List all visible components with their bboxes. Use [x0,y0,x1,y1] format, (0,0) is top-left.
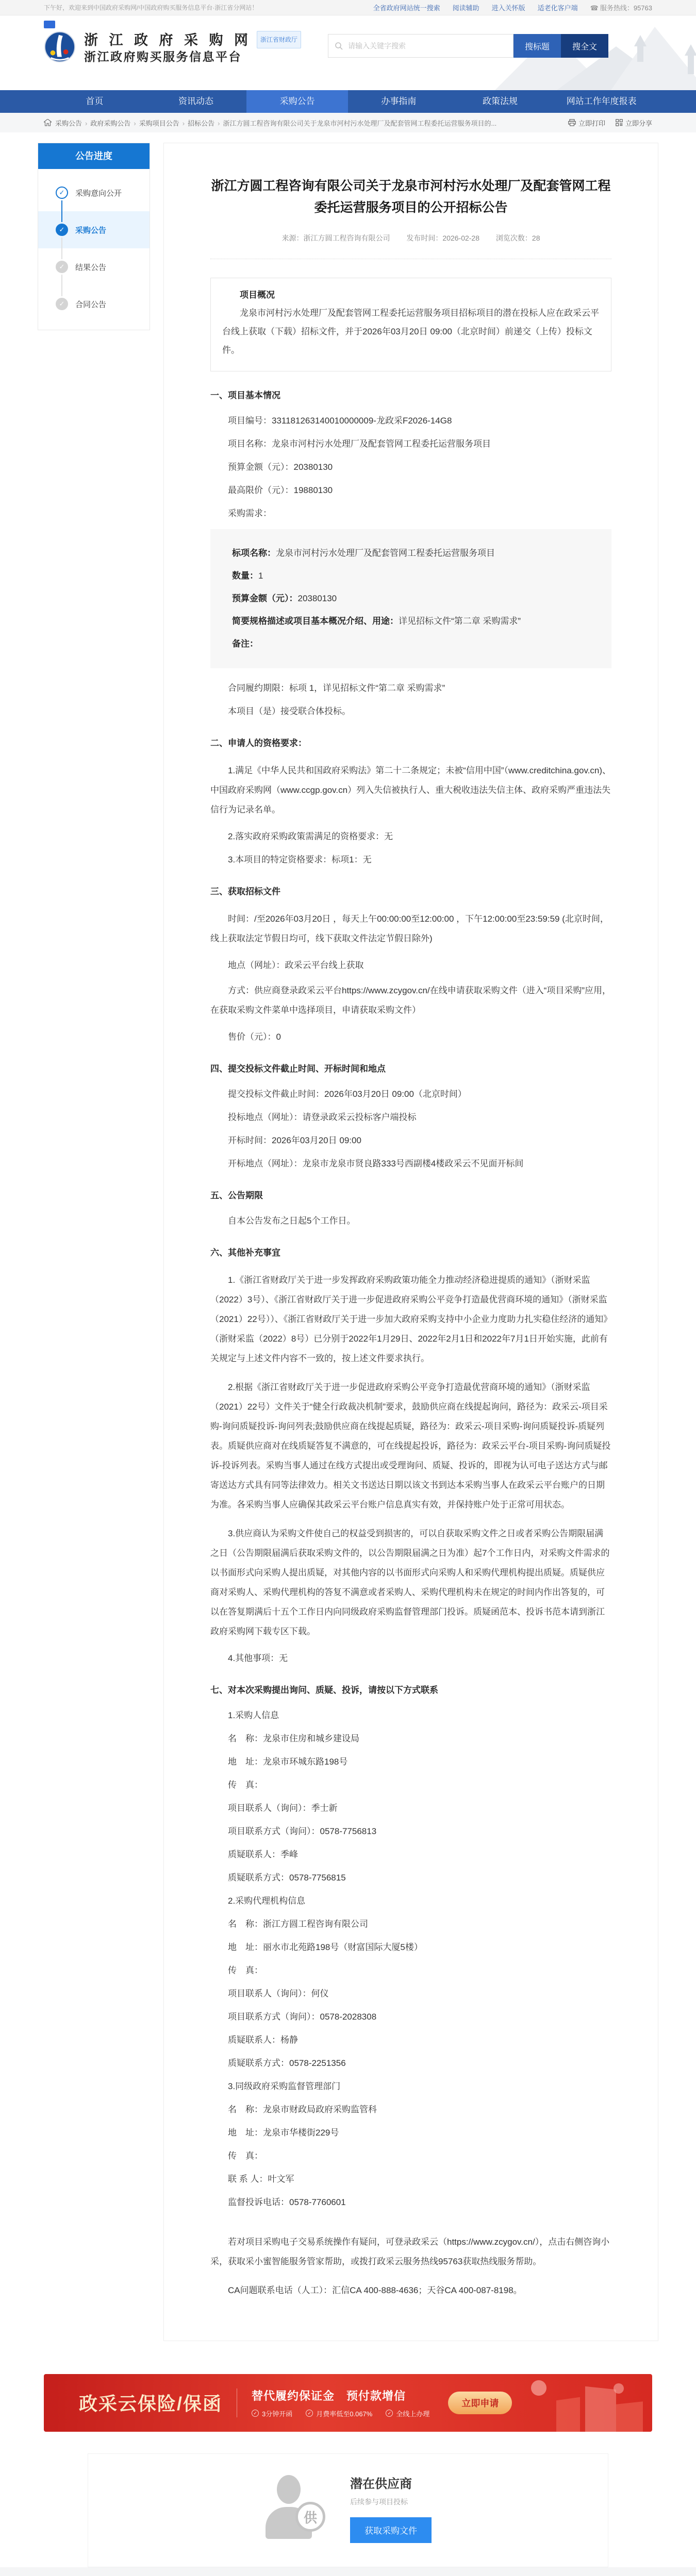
lot-info-line: 简要规格描述或项目基本概况介绍、用途：详见招标文件“第二章 采购需求” [232,616,521,626]
nav-item-4[interactable]: 办事指南 [381,96,417,106]
progress-step-采购意向公开[interactable] [38,174,150,211]
body-line: 售价（元）：0 [228,1031,281,1042]
body-line: 提交投标文件截止时间：2026年03月20日 09:00（北京时间） [228,1089,467,1099]
breadcrumb-item[interactable]: 采购公告 [55,119,82,127]
body-line: 地点（网址）：政采云平台线上获取 [228,960,364,970]
body-line: 传 真： [228,2150,263,2161]
body-paragraph: 2.根据《浙江省财政厅关于进一步促进政府采购公平竞争打造最优营商环境的通知》（浙财采监（2021）22号）文件关于“健全行政裁决机制”要求，鼓励供应商在线提起询问，路径为：政采云-项目采购-询问质疑投诉-询问列表;鼓励供应商在线提起质疑，路径为：政采云-项目采购-询问质疑投诉-质疑列表。质疑供应商对在线质疑答复不满意的，可在线提起投诉，路径为：政采云平台-项目采购-询问质疑投诉-投诉列表。采购当事人通过在线方式提出或受理询问、质疑、投诉的，即视为认可电子送达方式与邮寄送达方式具有同等法律效力。相关文书送达日期以该文书到达本采购当事人在政采云平台账户的日期为准。各采购当事人应确保其政采云平台账户信息真实有效，并保持账户处于正常可用状态。 [210,1382,611,1510]
lot-info-line: 备注： [232,638,258,649]
site-subtitle: 浙江政府购买服务信息平台 [84,50,242,63]
phone-icon: ☎ [590,4,599,12]
breadcrumb-separator: › [85,119,88,127]
main-nav [0,90,696,113]
check-icon: ✓ [56,298,68,310]
overview-body: 龙泉市河村污水处理厂及配套管网工程委托运营服务项目招标项目的潜在投标人应在政采云平台线上获取（下载）招标文件，并于2026年03月20日 09:00（北京时间）前递交（上传）投标文件。 [222,308,599,355]
lot-info-line: 预算金额（元）：20380130 [232,593,337,603]
lot-info-line: 标项名称：龙泉市河村污水处理厂及配套管网工程委托运营服务项目 [232,548,495,558]
lot-info-line: 数量：1 [232,570,263,581]
printer-icon [568,119,576,126]
progress-step-结果公告[interactable] [38,248,150,285]
nav-item-6[interactable]: 网站工作年度报表 [566,96,637,106]
body-line: 项目编号：331181263140010000009-龙政采F2026-14G8 [228,415,452,426]
home-icon[interactable] [44,119,52,126]
body-line: 监督投诉电话：0578-7760601 [228,2197,346,2207]
topbar-link[interactable]: 全省政府网站统一搜索 [373,4,440,12]
body-line: 项目联系人（询问）：何仪 [228,1988,329,1998]
progress-step-label: 采购意向公开 [75,189,122,198]
body-paragraph: 1.《浙江省财政厅关于进一步发挥政府采购政策功能全力推动经济稳进提质的通知》（浙财采监（2022）3号）、《浙江省财政厅关于进一步促进政府采购公平竞争打造最优营商环境的通知》（浙财采监（2021）22号））、《浙江省财政厅关于进一步加大政府采购支持中小企业力度助力扎实稳住经济的通知》（浙财采监（2022）8号）已分别于2022年1月29日、2022年2月1日和2022年7月1日开始实施，此前有关规定与上述文件内容不一致的，按上述文件要求执行。 [210,1275,608,1363]
search-title-button[interactable]: 搜标题 [513,34,561,58]
body-line: 自本公告发布之日起5个工作日。 [228,1215,356,1226]
progress-step-label: 采购公告 [75,226,107,235]
breadcrumb-item: 浙江方圆工程咨询有限公司关于龙泉市河村污水处理厂及配套管网工程委托运营服务项目的... [223,119,497,127]
body-line: 质疑联系人：季峰 [228,1849,298,1859]
site-logo[interactable] [44,31,301,65]
potential-supplier-card [88,2453,608,2567]
body-line: 3.本项目的特定资格要求：标项1：无 [228,854,372,865]
breadcrumb-bar [0,113,696,132]
progress-step-label: 结果公告 [75,263,107,272]
corner-mark [44,21,55,28]
supplier-subtitle: 后续参与项目投标 [350,2497,408,2506]
topbar-link[interactable]: 适老化客户端 [537,4,578,12]
search-input[interactable] [347,41,507,50]
breadcrumb-item[interactable]: 采购项目公告 [139,119,179,127]
supplier-avatar-icon [264,2475,325,2541]
body-paragraph: CA问题联系电话（人工）：汇信CA 400-888-4636；天谷CA 400-087-8198。 [228,2285,522,2295]
article-meta [210,233,611,243]
check-icon: ✓ [56,224,68,236]
feature-check-icon: ✓ [252,2410,259,2417]
breadcrumb [55,118,496,128]
overview-title: 项目概况 [240,290,275,300]
body-line: 地 址：龙泉市华楼街229号 [228,2127,339,2138]
breadcrumb-item[interactable]: 政府采购公告 [90,119,131,127]
section-heading: 四、提交投标文件截止时间、开标时间和地点 [210,1063,386,1074]
supplier-title: 潜在供应商 [350,2477,412,2491]
check-icon: ✓ [56,261,68,273]
banner-feature [306,2409,372,2418]
body-line: 地 址：龙泉市环城东路198号 [228,1756,348,1767]
feature-text: 3分钟开函 [262,2410,293,2418]
supplier-badge: 供 [295,2502,325,2532]
body-line: 采购需求： [228,508,272,518]
nav-item-3[interactable]: 采购公告 [246,90,348,113]
topbar-link[interactable]: 阅读辅助 [452,4,479,12]
progress-step-合同公告[interactable] [38,285,150,323]
service-hotline: ☎ 服务热线：95763 [590,4,652,12]
body-line: 传 真： [228,1780,263,1790]
section-heading: 二、申请人的资格要求： [210,738,307,748]
banner-title: 政采云保险/保函 [79,2393,223,2415]
body-line: 质疑联系人：杨静 [228,2035,298,2045]
top-utility-bar [0,0,696,15]
topbar-link[interactable]: 进入关怀版 [491,4,525,12]
body-line: 投标地点（网址）：请登录政采云投标客户端投标 [228,1112,417,1122]
progress-step-采购公告[interactable] [38,211,150,248]
body-line: 传 真： [228,1965,263,1975]
body-paragraph: 1.满足《中华人民共和国政府采购法》第二十二条规定；未被“信用中国”（www.creditchina.gov.cn)、中国政府采购网（www.ccgp.gov.cn）列入失信被执行人、重大税收违法失信主体、政府采购严重违法失信行为记录名单。 [210,765,611,815]
nav-item-2[interactable]: 资讯动态 [178,96,213,106]
body-line: 联 系 人：叶文军 [228,2174,294,2184]
announcement-article [163,143,658,2341]
body-line: 质疑联系方式：0578-7756815 [228,1872,346,1883]
search-fulltext-button[interactable]: 搜全文 [561,34,608,58]
body-line: 开标时间：2026年03月20日 09:00 [228,1135,361,1145]
finance-dept-badge: 浙江省财政厅 [257,31,301,48]
feature-text: 月费率低至0.067% [316,2410,373,2418]
banner-feature [252,2409,292,2418]
body-line: 项目联系人（询问）：季士新 [228,1803,338,1813]
view-count: 浏览次数：28 [495,233,540,242]
section-heading: 七、对本次采购提出询问、质疑、投诉，请按以下方式联系 [210,1685,438,1695]
bottom-strip [0,2567,696,2576]
content-zone [0,132,696,2576]
nav-item-1[interactable]: 首页 [86,96,104,106]
breadcrumb-separator: › [182,119,185,127]
article-source: 来源：浙江方圆工程咨询有限公司 [281,233,390,242]
apply-now-button[interactable]: 立即申请 [448,2392,512,2414]
logo-emblem-icon [44,31,76,63]
banner-feature [386,2409,429,2418]
spacer [210,2218,611,2232]
print-action[interactable]: 立即打印 [568,118,605,128]
body-line: 项目联系方式（询问）：0578-7756813 [228,1826,377,1836]
share-action[interactable]: 立即分享 [616,118,652,128]
body-paragraph: 时间：/至2026年03月20日 ，每天上午00:00:00至12:00:00 ，下午12:00:00至23:59:59 (北京时间，线上获取法定节假日均可，线下获取文件法定节假日除外) [210,913,609,943]
banner-buildings-decoration [518,2374,652,2432]
progress-step-label: 合同公告 [75,300,107,309]
body-line: 名 称：龙泉市住房和城乡建设局 [228,1733,359,1743]
body-line: 2.采购代理机构信息 [228,1895,306,1906]
site-title: 浙 江 政 府 采 购 网 浙江省财政厅 [84,31,301,48]
welcome-text: 下午好，欢迎来到中国政府采购网/中国政府购买服务信息平台·浙江省分网站！ [44,4,258,11]
search-icon [335,42,343,50]
site-header [0,15,696,90]
nav-item-5[interactable]: 政策法规 [483,96,518,106]
feature-check-icon: ✓ [386,2410,393,2417]
feature-text: 全线上办理 [396,2410,430,2418]
feature-check-icon: ✓ [306,2410,313,2417]
project-overview-box [210,278,611,371]
section-heading: 一、项目基本情况 [210,390,280,400]
body-line: 1.采购人信息 [228,1710,279,1720]
section-heading: 六、其他补充事宜 [210,1247,280,1258]
body-paragraph: 若对项目采购电子交易系统操作有疑问，可登录政采云（https://www.zcygov.cn/），点击右侧咨询小采，获取采小蜜智能服务管家帮助，或拨打政采云服务热线95763获取热线服务帮助。 [210,2236,610,2266]
body-line: 2.落实政府采购政策需满足的资格要求：无 [228,831,393,841]
body-line: 最高限价（元）：19880130 [228,485,333,495]
body-line: 3.同级政府采购监督管理部门 [228,2081,341,2091]
breadcrumb-separator: › [218,119,220,127]
breadcrumb-separator: › [134,119,136,127]
publish-time: 发布时间：2026-02-28 [406,233,480,242]
body-line: 本项目（是）接受联合体投标。 [228,706,351,716]
body-line: 项目名称：龙泉市河村污水处理厂及配套管网工程委托运营服务项目 [228,438,491,449]
section-heading: 五、公告期限 [210,1190,263,1200]
body-line: 预算金额（元）：20380130 [228,462,333,472]
body-line: 名 称：龙泉市财政局政府采购监管科 [228,2104,377,2114]
body-paragraph: 方式：供应商登录政采云平台https://www.zcygov.cn/在线申请获取采购文件（进入“项目采购”应用，在获取采购文件菜单中选择项目，申请获取采购文件） [210,985,611,1015]
progress-panel-title: 公告进度 [38,143,150,169]
body-line: 合同履约期限：标项 1，详见招标文件“第二章 采购需求” [228,683,445,693]
insurance-promo-banner[interactable] [44,2374,652,2432]
body-line: 4.其他事项：无 [228,1653,288,1663]
breadcrumb-item[interactable]: 招标公告 [188,119,215,127]
get-procurement-file-button[interactable]: 获取采购文件 [350,2517,432,2543]
body-line: 地 址：丽水市北苑路198号（财富国际大厦5楼） [228,1942,423,1952]
banner-tagline: 替代履约保证金 预付款增信 [252,2389,406,2402]
page-title: 浙江方圆工程咨询有限公司关于龙泉市河村污水处理厂及配套管网工程委托运营服务项目的公开招标公告 [211,178,611,215]
check-icon: ✓ [56,187,68,199]
announcement-progress-panel [38,143,150,330]
site-search [328,34,608,58]
section-heading: 三、获取招标文件 [210,886,280,896]
body-line: 开标地点（网址）：龙泉市龙泉市贤良路333号西副楼4楼政采云不见面开标间 [228,1158,524,1168]
body-line: 项目联系方式（询问）：0578-2028308 [228,2011,377,2022]
body-line: 质疑联系方式：0578-2251356 [228,2058,346,2068]
lot-info-box [210,529,611,668]
body-line: 名 称：浙江方圆工程咨询有限公司 [228,1919,368,1929]
body-paragraph: 3.供应商认为采购文件使自己的权益受到损害的，可以自获取采购文件之日或者采购公告期限届满之日（公告期限届满后获取采购文件的，以公告期限届满之日为准）起7个工作日内，对采购文件需求的以书面形式向采购人提出质疑，对其他内容的以书面形式向采购人和采购代理机构提出质疑。质疑供应商对采购人、采购代理机构的答复不满意或者采购人、采购代理机构未在规定的时间内作出答复的，可以在答复期满后十五个工作日内向同级政府采购监督管理部门投诉。质疑函范本、投诉书范本请到浙江政府采购网下载专区下载。 [210,1528,610,1636]
share-qr-icon [616,119,623,126]
